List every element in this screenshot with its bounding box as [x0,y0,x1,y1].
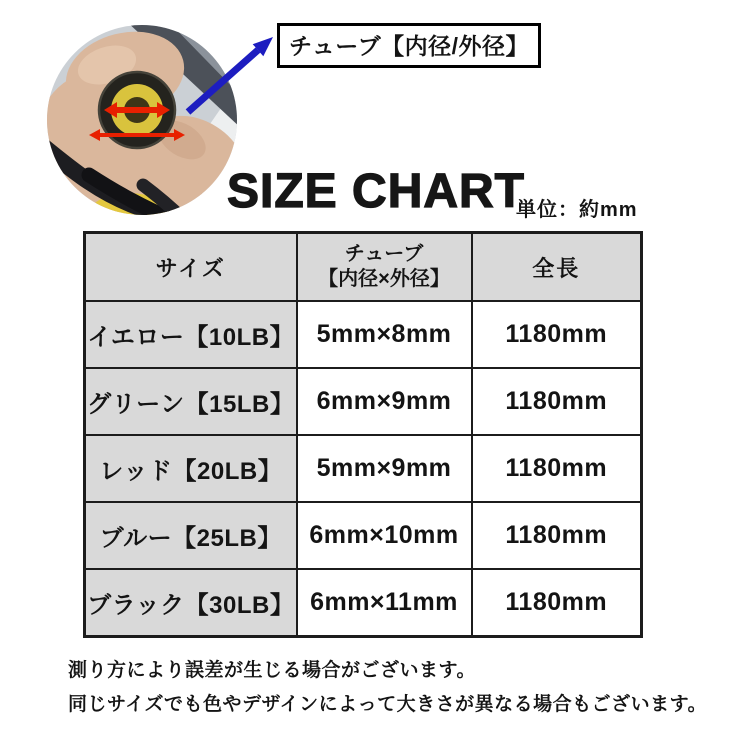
length-cell: 1180mm [472,368,642,435]
tube-cell: 6mm×10mm [297,502,472,569]
table-header-length: 全長 [472,233,642,302]
length-cell: 1180mm [472,502,642,569]
size-cell: ブラック【30LB】 [85,569,297,637]
footnote-2: 同じサイズでも色やデザインによって大きさが異なる場合もございます。 [68,693,708,715]
size-cell: レッド【20LB】 [85,435,297,502]
page-title: SIZE CHART [227,165,525,218]
unit-note: 単位：約mm [516,199,638,221]
table-header-size: サイズ [85,233,297,302]
size-cell: グリーン【15LB】 [85,368,297,435]
table-row [85,301,642,368]
length-cell: 1180mm [472,301,642,368]
table-row [85,569,642,637]
tube-cell: 6mm×11mm [297,569,472,637]
callout-label-text: チューブ【内径/外径】 [289,33,530,59]
table-row [85,368,642,435]
tube-cell: 5mm×8mm [297,301,472,368]
length-cell: 1180mm [472,435,642,502]
table-header-tube-line1: チューブ [344,243,424,265]
tube-cell: 6mm×9mm [297,368,472,435]
table-header-tube [297,233,472,302]
size-cell: イエロー【10LB】 [85,301,297,368]
table-row [85,435,642,502]
callout-label [277,23,541,68]
table-row [85,502,642,569]
footnote-1: 測り方により誤差が生じる場合がございます。 [68,660,476,681]
table-header-row [85,233,642,302]
tube-cell: 5mm×9mm [297,435,472,502]
length-cell: 1180mm [472,569,642,637]
callout-arrow-icon [170,28,285,123]
footnotes [68,657,707,724]
size-table [83,231,643,638]
size-cell: ブルー【25LB】 [85,502,297,569]
table-header-tube-line2: 【内径×外径】 [318,268,450,290]
